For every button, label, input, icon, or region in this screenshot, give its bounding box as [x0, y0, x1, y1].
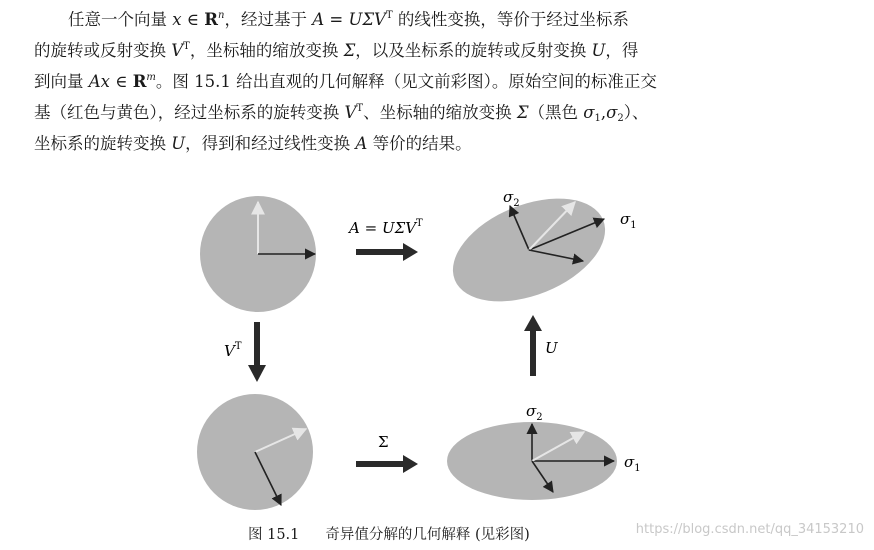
rotated-circle	[197, 394, 313, 510]
text-run: （黑色	[528, 103, 584, 122]
text-run: 任意一个向量	[68, 10, 173, 29]
math-V: V	[171, 41, 184, 60]
text-run: ，经过基于	[224, 10, 313, 29]
figure-title: 奇异值分解的几何解释 (见彩图)	[325, 527, 530, 543]
label-sigma2-top: $\sigma_2$	[503, 188, 520, 209]
text-run: 基（红色与黄色），经过坐标系的旋转变换	[34, 103, 345, 122]
text-run: ）、	[623, 103, 649, 122]
result-ellipse	[438, 178, 620, 321]
figure-caption	[248, 523, 530, 544]
text-run: ∈	[109, 72, 133, 91]
math-Sigma: Σ	[516, 103, 529, 122]
scaled-ellipse	[447, 422, 617, 500]
label-VT: $V^T$	[224, 341, 242, 360]
math-m: m	[146, 72, 156, 83]
math-T: T	[385, 10, 393, 21]
math-Ax: Ax	[88, 72, 110, 91]
text-run: ，坐标轴的缩放变换	[189, 41, 344, 60]
text-run: ，以及坐标系的旋转或反射变换	[355, 41, 592, 60]
math-U: U	[591, 41, 606, 60]
text-run: ,	[600, 103, 607, 122]
text-run: 到向量	[34, 72, 89, 91]
math-R: R	[132, 72, 147, 91]
math-n: n	[218, 10, 225, 21]
label-A-equals-USigmaVT: $A = U\Sigma V^T$	[349, 218, 423, 237]
original-space-circle	[200, 196, 316, 312]
math-U: U	[171, 134, 186, 153]
math-USigmaV: UΣV	[348, 10, 386, 29]
transform-arrow-A	[356, 243, 418, 261]
figure-number: 图 15.1	[248, 527, 300, 543]
label-Sigma: Σ	[378, 433, 389, 451]
watermark-url: https://blog.csdn.net/qq_34153210	[635, 522, 864, 537]
transform-arrow-Sigma	[356, 455, 418, 473]
math-A: A	[355, 134, 368, 153]
transform-arrow-VT	[248, 322, 266, 382]
math-sub: 1	[594, 113, 601, 124]
math-A: A	[312, 10, 325, 29]
text-run: ，得	[605, 41, 639, 60]
text-run: 的线性变换，等价于经过坐标系	[392, 10, 629, 29]
math-sigma: σ	[606, 103, 618, 122]
math-T: T	[356, 103, 364, 114]
text-run: ，得到和经过线性变换	[185, 134, 356, 153]
math-V: V	[344, 103, 357, 122]
label-sigma1-bottom: $\sigma_1$	[624, 453, 641, 474]
math-T: T	[183, 41, 190, 52]
label-U: U	[545, 339, 558, 357]
math-sigma: σ	[583, 103, 595, 122]
label-sigma1-top: $\sigma_1$	[620, 210, 637, 231]
math-sub: 2	[617, 113, 624, 124]
math-Sigma: Σ	[343, 41, 356, 60]
label-sigma2-bottom: $\sigma_2$	[526, 402, 543, 423]
text-run: 。图 15.1 给出直观的几何解释（见文前彩图）。原始空间的标准正交	[155, 72, 657, 91]
text-run: 等价的结果。	[367, 134, 472, 153]
text-run: 的旋转或反射变换	[34, 41, 172, 60]
text-run: 、坐标轴的缩放变换	[363, 103, 517, 122]
text-run: =	[324, 10, 349, 29]
math-R: R	[204, 10, 218, 29]
transform-arrow-U	[524, 315, 542, 376]
text-run: 坐标系的旋转变换	[34, 134, 172, 153]
math-x: x	[172, 10, 182, 29]
text-run: ∈	[181, 10, 205, 29]
